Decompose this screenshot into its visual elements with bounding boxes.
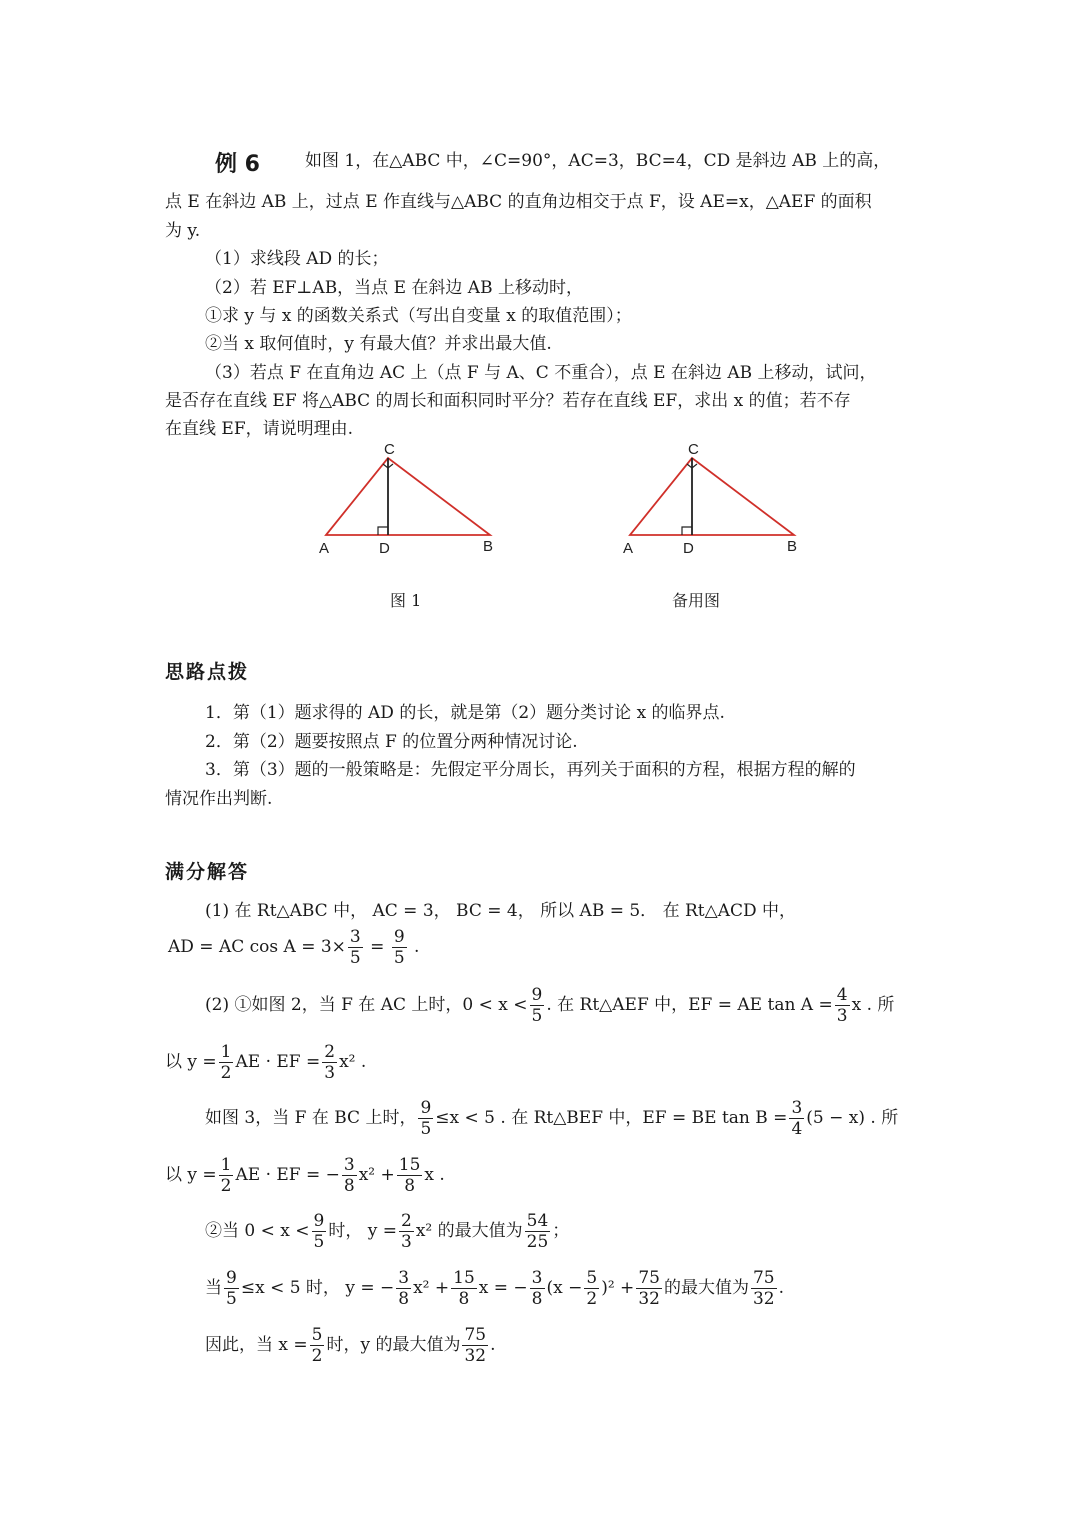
hint-3: 3．第（3）题的一般策略是：先假定平分周长，再列关于面积的方程，根据方程的解的 bbox=[205, 760, 856, 780]
hint-1: 1．第（1）题求得的 AD 的长，就是第（2）题分类讨论 x 的临界点. bbox=[205, 703, 725, 723]
fraction-9-5: $\frac{9}{5}$ bbox=[313, 1211, 325, 1252]
problem-line-4: （1）求线段 AD 的长； bbox=[205, 249, 389, 269]
figure-backup bbox=[604, 440, 824, 570]
problem-line-6: ①求 y 与 x 的函数关系式（写出自变量 x 的取值范围）； bbox=[205, 306, 632, 326]
label-b-backup: B bbox=[787, 538, 798, 555]
label-c-backup: C bbox=[688, 441, 699, 458]
example-label: 例 6 bbox=[215, 152, 260, 177]
fraction-3-8: $\frac{3}{8}$ bbox=[531, 1268, 543, 1309]
hint-4: 情况作出判断. bbox=[165, 789, 273, 809]
fraction-9-5: $\frac{9}{5}$ bbox=[393, 927, 405, 968]
solution-p1-line2: AD = AC cos A = 3× $\frac{3}{5}$ = $\frac{9}{5}$ . bbox=[168, 927, 420, 968]
fraction-15-8: $\frac{15}{8}$ bbox=[453, 1268, 475, 1309]
label-a-backup: A bbox=[623, 540, 634, 557]
label-a: A bbox=[319, 540, 330, 557]
solution-p2-line1: (2) ①如图 2，当 F 在 AC 上时，0 < x < $\frac{9}{5}$ . 在 Rt△AEF 中，EF = AE tan A = $\frac{4}{3}$ x . 所 bbox=[205, 985, 895, 1026]
problem-line-3: 为 y. bbox=[165, 221, 201, 241]
problem-line-2: 点 E 在斜边 AB 上，过点 E 作直线与△ABC 的直角边相交于点 F，设 AE=x，△AEF 的面积 bbox=[165, 192, 872, 212]
hints-heading: 思路点拨 bbox=[165, 661, 250, 683]
solution-p3-line2: 以 y = $\frac{1}{2}$ AE · EF = − $\frac{3}{8}$ x² + $\frac{15}{8}$ x . bbox=[165, 1155, 445, 1196]
problem-line-10: 在直线 EF，请说明理由. bbox=[165, 419, 354, 439]
fraction-1-2: $\frac{1}{2}$ bbox=[220, 1155, 232, 1196]
problem-line-8: （3）若点 F 在直角边 AC 上（点 F 与 A、C 不重合），点 E 在斜边 AB 上移动，试问， bbox=[205, 363, 877, 383]
fraction-9-5: $\frac{9}{5}$ bbox=[531, 985, 543, 1026]
problem-line-7: ②当 x 取何值时，y 有最大值？并求出最大值. bbox=[205, 334, 552, 354]
fraction-3-8: $\frac{3}{8}$ bbox=[398, 1268, 410, 1309]
fraction-5-2: $\frac{5}{2}$ bbox=[311, 1325, 323, 1366]
solution-p5-line: 当 $\frac{9}{5}$ ≤x < 5 时， y = − $\frac{3}{8}$ x² + $\frac{15}{8}$ x = − $\frac{3}{8}$ (x − $\frac{5}{2}$ )² + $\frac{75}{32}$ 的最大值为 $\frac{75}{32}$ . bbox=[205, 1268, 784, 1309]
solution-p3-line1: 如图 3，当 F 在 BC 上时， $\frac{9}{5}$ ≤x < 5 . 在 Rt△BEF 中，EF = BE tan B = $\frac{3}{4}$ (5 − x) . 所 bbox=[205, 1098, 899, 1139]
fraction-3-8: $\frac{3}{8}$ bbox=[343, 1155, 355, 1196]
solution-p2-line2: 以 y = $\frac{1}{2}$ AE · EF = $\frac{2}{3}$ x² . bbox=[165, 1042, 367, 1083]
hint-2: 2．第（2）题要按照点 F 的位置分两种情况讨论. bbox=[205, 732, 578, 752]
problem-line-5: （2）若 EF⊥AB，当点 E 在斜边 AB 上移动时， bbox=[205, 278, 583, 298]
solution-p1-line1: (1) 在 Rt△ABC 中， AC = 3， BC = 4， 所以 AB = 5． 在 Rt△ACD 中， bbox=[205, 901, 797, 921]
fraction-75-32: $\frac{75}{32}$ bbox=[464, 1325, 487, 1366]
solution-heading: 满分解答 bbox=[165, 861, 250, 883]
right-angle-d bbox=[378, 527, 388, 535]
fraction-3-4: $\frac{3}{4}$ bbox=[791, 1098, 803, 1139]
fraction-9-5: $\frac{9}{5}$ bbox=[226, 1268, 237, 1309]
label-d: D bbox=[379, 540, 390, 557]
label-c: C bbox=[384, 441, 395, 458]
fraction-2-3: $\frac{2}{3}$ bbox=[324, 1042, 336, 1083]
triangle-abc bbox=[326, 458, 490, 535]
solution-p4-line: ②当 0 < x < $\frac{9}{5}$ 时， y = $\frac{2}{3}$ x² 的最大值为 $\frac{54}{25}$ ； bbox=[205, 1211, 570, 1252]
problem-line-9: 是否存在直线 EF 将△ABC 的周长和面积同时平分？若存在直线 EF，求出 x 的值；若不存 bbox=[165, 391, 851, 411]
figure-backup-caption: 备用图 bbox=[672, 591, 721, 610]
fraction-75-32: $\frac{75}{32}$ bbox=[638, 1268, 660, 1309]
figure-1 bbox=[300, 440, 520, 570]
fraction-3-5: $\frac{3}{5}$ bbox=[349, 927, 361, 968]
label-d-backup: D bbox=[683, 540, 694, 557]
fraction-54-25: $\frac{54}{25}$ bbox=[526, 1211, 549, 1252]
fraction-75-32: $\frac{75}{32}$ bbox=[752, 1268, 775, 1309]
triangle-abc-backup bbox=[630, 458, 794, 535]
fraction-1-2: $\frac{1}{2}$ bbox=[220, 1042, 232, 1083]
problem-line-1: 如图 1，在△ABC 中，∠C=90°，AC=3，BC=4，CD 是斜边 AB 上的高， bbox=[305, 151, 891, 171]
label-b: B bbox=[483, 538, 494, 555]
fraction-2-3: $\frac{2}{3}$ bbox=[401, 1211, 412, 1252]
right-angle-d-backup bbox=[682, 527, 692, 535]
fraction-9-5: $\frac{9}{5}$ bbox=[420, 1098, 432, 1139]
solution-p6-line: 因此，当 x = $\frac{5}{2}$ 时，y 的最大值为 $\frac{75}{32}$ . bbox=[205, 1325, 496, 1366]
fraction-15-8: $\frac{15}{8}$ bbox=[398, 1155, 421, 1196]
fraction-4-3: $\frac{4}{3}$ bbox=[836, 985, 848, 1026]
figure-1-caption: 图 1 bbox=[390, 591, 422, 610]
fraction-5-2: $\frac{5}{2}$ bbox=[586, 1268, 598, 1309]
